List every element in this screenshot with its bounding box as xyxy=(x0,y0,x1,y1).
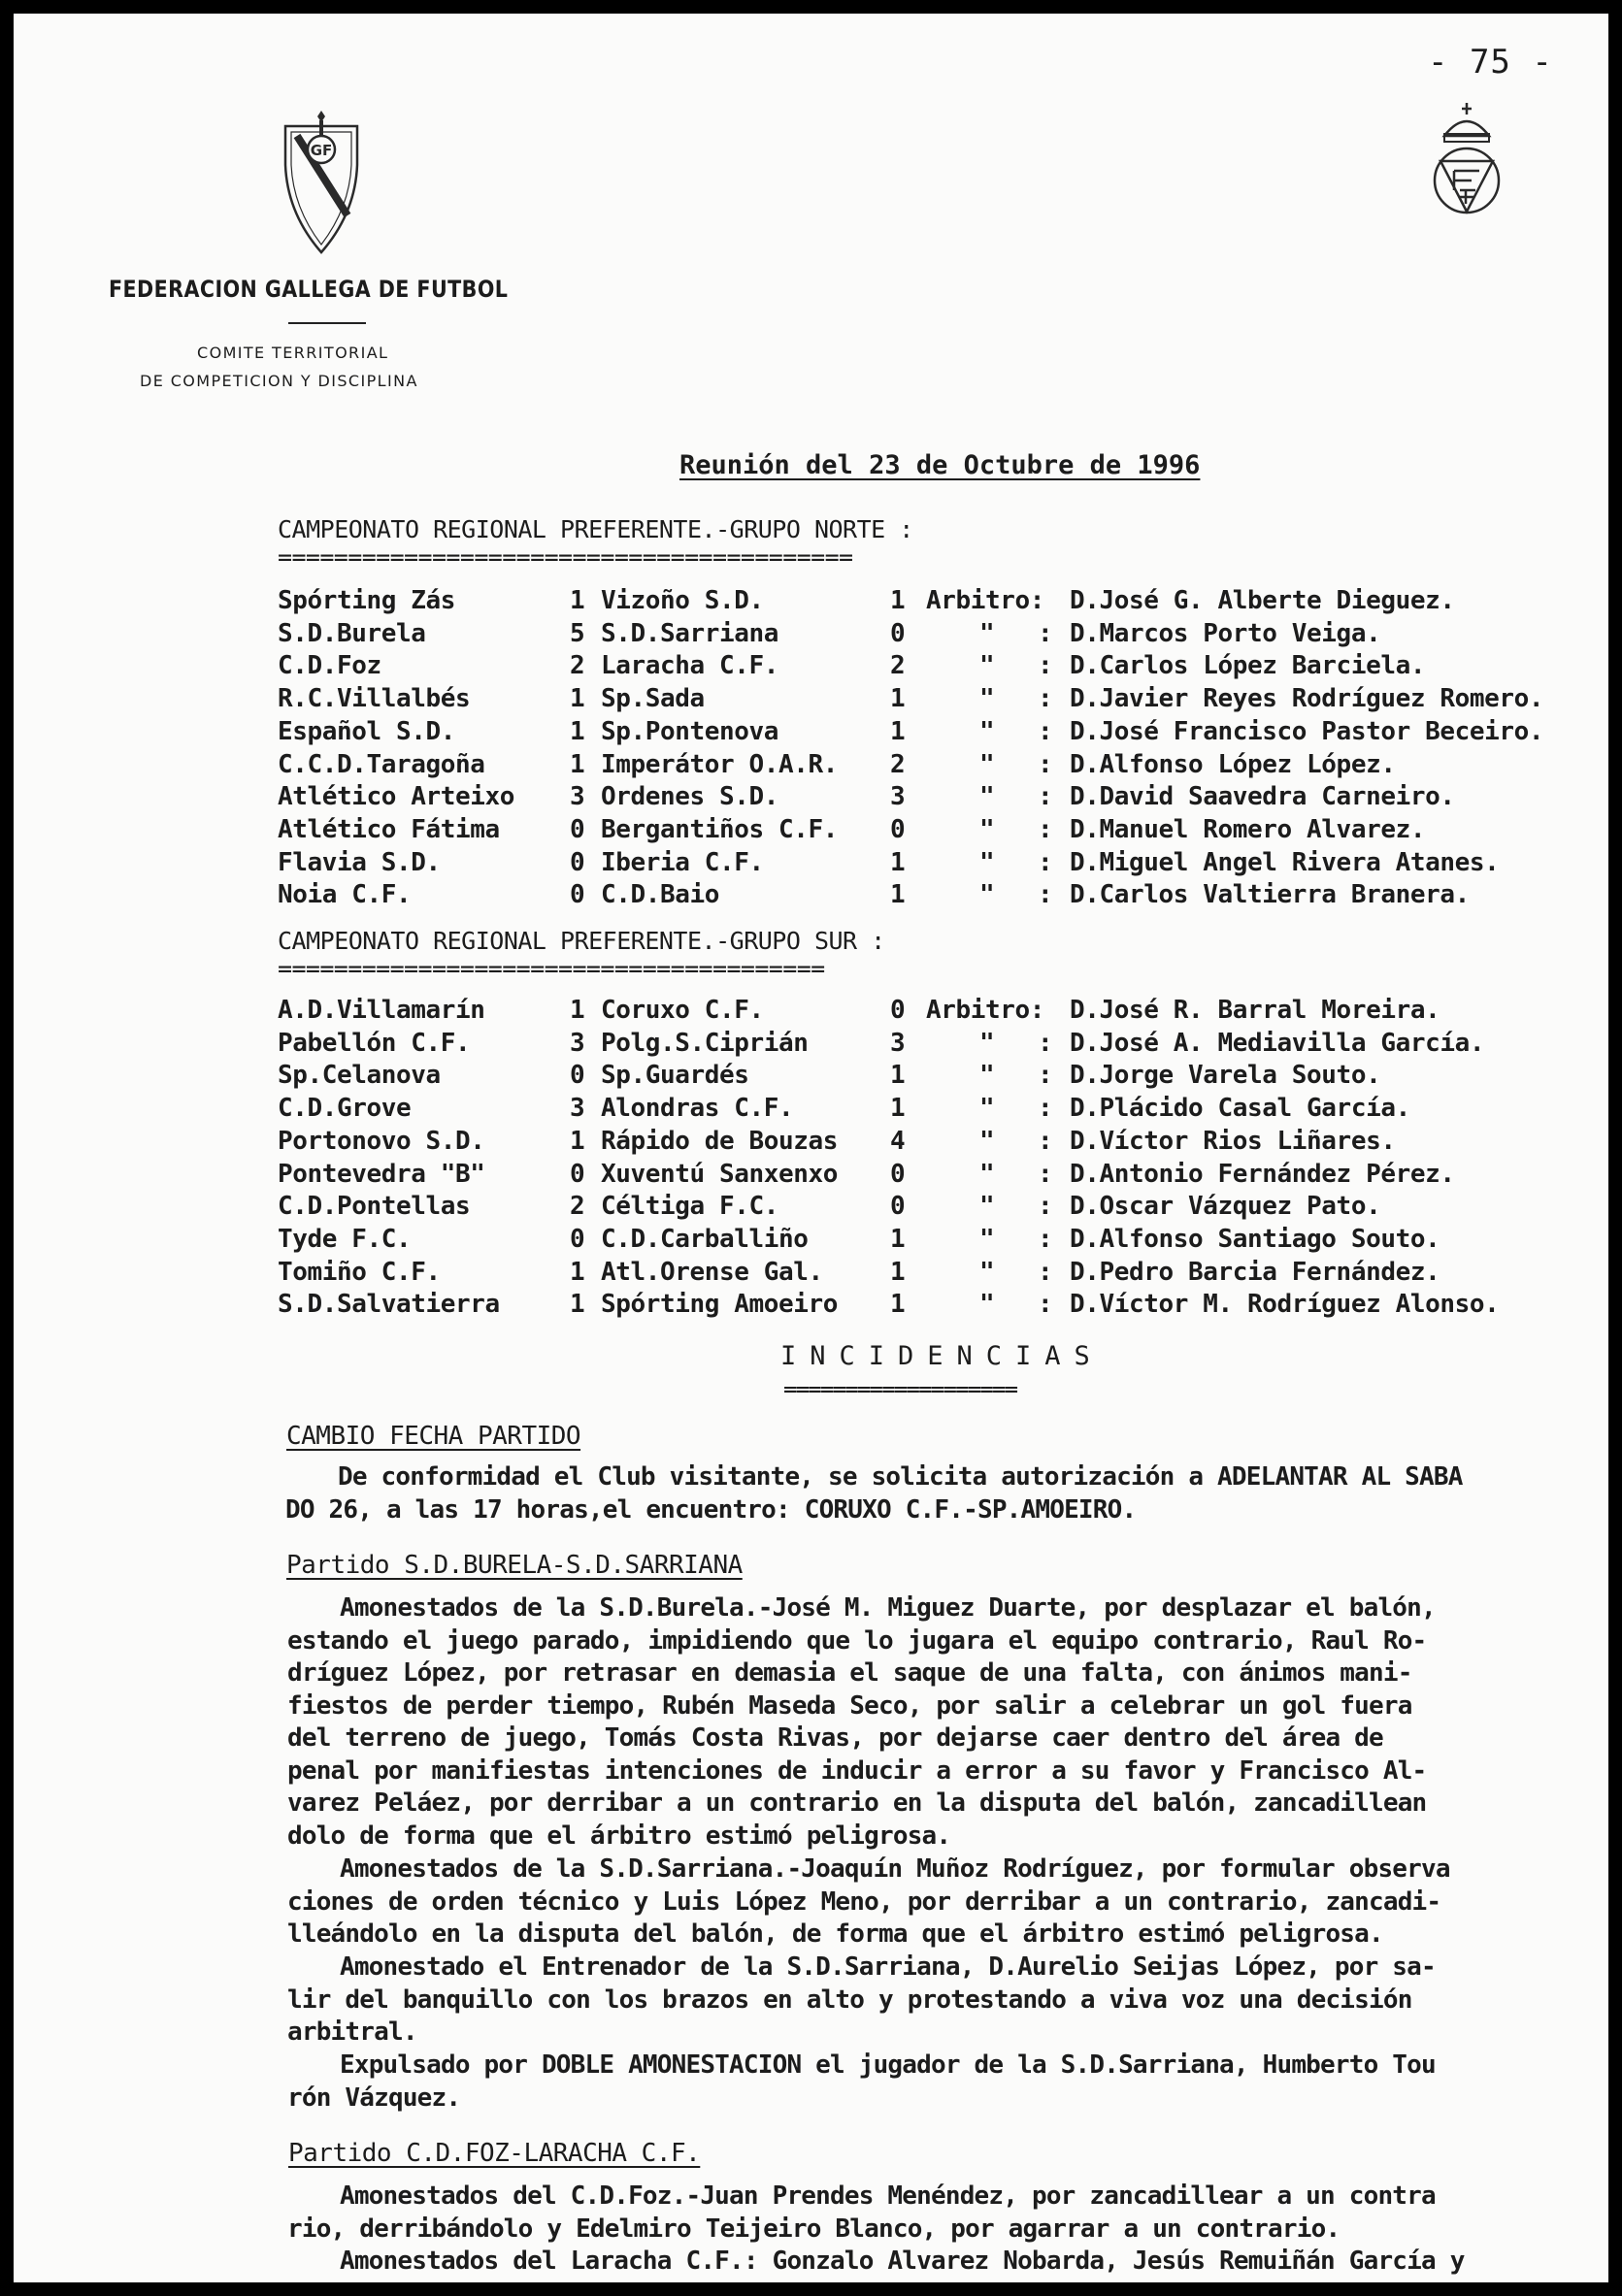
federation-name: FEDERACION GALLEGA DE FUTBOL xyxy=(109,276,509,303)
result-hs: 0 xyxy=(570,814,585,844)
foz-paragraph-1: Amonestados del C.D.Foz.-Juan Prendes Menéndez, por zancadillear a un contra rio, derribándolo y Edelmiro Teijeiro Blanco, por agarrar a un contrario. xyxy=(287,2181,1436,2244)
section-rule-sur: ======================================= xyxy=(278,958,825,979)
result-ref: D.José G. Alberte Dieguez. xyxy=(1070,586,1455,615)
result-ditto: " xyxy=(979,1126,995,1156)
result-home: Spórting Zás xyxy=(278,586,456,615)
cambio-text: De conformidad el Club visitante, se solicita autorización a ADELANTAR AL SABA DO 26, a las 17 horas,el encuentro: CORUXO C.F.-SP.AMOEIRO. xyxy=(285,1462,1463,1525)
result-as: 1 xyxy=(890,1061,906,1091)
result-colon: : xyxy=(1038,1061,1053,1091)
section-heading-sur: CAMPEONATO REGIONAL PREFERENTE.-GRUPO SUR : xyxy=(278,927,885,955)
result-away: Sp.Guardés xyxy=(601,1061,749,1091)
result-as: 3 xyxy=(890,782,906,812)
result-colon: : xyxy=(1038,684,1053,714)
result-away: Sp.Sada xyxy=(601,684,705,714)
result-ditto: " xyxy=(979,1290,995,1320)
result-ref: D.Alfonso Santiago Souto. xyxy=(1070,1224,1440,1254)
result-ref: D.Manuel Romero Alvarez. xyxy=(1070,814,1426,844)
burela-paragraph-3: Amonestado el Entrenador de la S.D.Sarriana, D.Aurelio Seijas López, por sa- lir del banquillo con los brazos en alto y protestando a viva voz una decisión arbitral. xyxy=(287,1952,1436,2047)
result-as: 1 xyxy=(890,684,906,714)
result-away: Laracha C.F. xyxy=(601,651,779,681)
result-colon: : xyxy=(1038,1126,1053,1156)
result-as: 1 xyxy=(890,1094,906,1124)
result-as: 1 xyxy=(890,847,906,877)
result-colon: : xyxy=(1038,782,1053,812)
result-away: Rápido de Bouzas xyxy=(601,1126,839,1156)
result-colon: : xyxy=(1038,1290,1053,1320)
result-ditto: " xyxy=(979,1094,995,1124)
result-colon: : xyxy=(1038,1094,1053,1124)
result-ditto: " xyxy=(979,1192,995,1222)
result-arb: Arbitro: xyxy=(926,996,1045,1025)
result-colon: : xyxy=(1038,814,1053,844)
result-hs: 1 xyxy=(570,996,585,1025)
result-home: Pabellón C.F. xyxy=(278,1028,471,1058)
result-ref: D.Carlos Valtierra Branera. xyxy=(1070,880,1470,910)
result-away: Sp.Pontenova xyxy=(601,716,779,746)
committee-line-1: COMITE TERRITORIAL xyxy=(197,344,389,362)
result-home: Atlético Fátima xyxy=(278,814,500,844)
result-hs: 3 xyxy=(570,1028,585,1058)
result-hs: 1 xyxy=(570,749,585,779)
result-away: Bergantiños C.F. xyxy=(601,814,839,844)
result-hs: 0 xyxy=(570,1159,585,1189)
result-ditto: " xyxy=(979,1224,995,1254)
result-colon: : xyxy=(1038,847,1053,877)
incidencias-title: INCIDENCIAS xyxy=(780,1341,1104,1371)
burela-paragraph-2: Amonestados de la S.D.Sarriana.-Joaquín Muñoz Rodríguez, por formular observa ciones de orden técnico y Luis López Meno, por derribar a un contrario, zancadi- lleándolo en la disputa del balón, de forma que el árbitro estimó peligrosa. xyxy=(287,1854,1450,1949)
result-as: 2 xyxy=(890,749,906,779)
result-arb: Arbitro: xyxy=(926,586,1045,615)
rfef-crest-icon xyxy=(1427,97,1506,217)
result-ref: D.Miguel Angel Rivera Atanes. xyxy=(1070,847,1500,877)
foz-paragraph-2: Amonestados del Laracha C.F.: Gonzalo Alvarez Nobarda, Jesús Remuiñán García y xyxy=(340,2247,1465,2276)
burela-paragraph-1: Amonestados de la S.D.Burela.-José M. Miguez Duarte, por desplazar el balón, estando el juego parado, impidiendo que lo jugara el equipo contrario, Raul Ro- dríguez López, por retrasar en demasia el saque de una falta, con ánimos mani- fiestos de perder tiempo, Rubén Maseda Seco, por salir a celebrar un gol fuera del terreno de juego, Tomás Costa Rivas, por dejarse caer dentro del área de penal por manifiestas intenciones de inducir a error a su favor y Francisco Al- varez Peláez, por derribar a un contrario en la disputa del balón, zancadillean dolo de forma que el árbitro estimó peligrosa. xyxy=(287,1593,1436,1851)
result-ditto: " xyxy=(979,651,995,681)
result-hs: 3 xyxy=(570,1094,585,1124)
document-page xyxy=(14,14,1608,2282)
result-as: 0 xyxy=(890,996,906,1025)
result-hs: 1 xyxy=(570,586,585,615)
result-ref: D.José Francisco Pastor Beceiro. xyxy=(1070,716,1544,746)
result-ref: D.Jorge Varela Souto. xyxy=(1070,1061,1381,1091)
section-rule-norte: ========================================= xyxy=(278,546,853,568)
result-home: C.D.Grove xyxy=(278,1094,412,1124)
result-ref: D.José A. Mediavilla García. xyxy=(1070,1028,1485,1058)
result-ref: D.Plácido Casal García. xyxy=(1070,1094,1410,1124)
result-colon: : xyxy=(1038,880,1053,910)
foz-heading: Partido C.D.FOZ-LARACHA C.F. xyxy=(288,2139,701,2168)
result-home: Flavia S.D. xyxy=(278,847,441,877)
result-ditto: " xyxy=(979,1028,995,1058)
result-home: Tyde F.C. xyxy=(278,1224,412,1254)
result-as: 1 xyxy=(890,716,906,746)
result-away: Vizoño S.D. xyxy=(601,586,764,615)
result-ditto: " xyxy=(979,684,995,714)
result-away: Alondras C.F. xyxy=(601,1094,794,1124)
result-ditto: " xyxy=(979,749,995,779)
result-ditto: " xyxy=(979,847,995,877)
result-hs: 1 xyxy=(570,1126,585,1156)
result-hs: 5 xyxy=(570,618,585,648)
result-away: Coruxo C.F. xyxy=(601,996,764,1025)
result-home: C.D.Foz xyxy=(278,651,381,681)
result-hs: 0 xyxy=(570,847,585,877)
result-hs: 1 xyxy=(570,684,585,714)
result-home: C.D.Pontellas xyxy=(278,1192,471,1222)
result-home: Sp.Celanova xyxy=(278,1061,441,1091)
result-home: A.D.Villamarín xyxy=(278,996,485,1025)
result-colon: : xyxy=(1038,749,1053,779)
result-ref: D.Marcos Porto Veiga. xyxy=(1070,618,1381,648)
result-ref: D.David Saavedra Carneiro. xyxy=(1070,782,1455,812)
burela-heading: Partido S.D.BURELA-S.D.SARRIANA xyxy=(286,1551,743,1580)
result-as: 0 xyxy=(890,814,906,844)
result-away: S.D.Sarriana xyxy=(601,618,779,648)
cambio-heading: CAMBIO FECHA PARTIDO xyxy=(286,1422,581,1451)
result-home: Tomiño C.F. xyxy=(278,1257,441,1287)
result-away: C.D.Carballiño xyxy=(601,1224,809,1254)
result-away: Imperátor O.A.R. xyxy=(601,749,839,779)
result-as: 4 xyxy=(890,1126,906,1156)
result-hs: 2 xyxy=(570,651,585,681)
result-ditto: " xyxy=(979,1061,995,1091)
result-as: 3 xyxy=(890,1028,906,1058)
result-ref: D.Javier Reyes Rodríguez Romero. xyxy=(1070,684,1544,714)
result-ref: D.Alfonso López López. xyxy=(1070,749,1396,779)
result-ref: D.Pedro Barcia Fernández. xyxy=(1070,1257,1440,1287)
result-ref: D.José R. Barral Moreira. xyxy=(1070,996,1440,1025)
result-home: C.C.D.Taragoña xyxy=(278,749,485,779)
result-ditto: " xyxy=(979,618,995,648)
result-as: 0 xyxy=(890,618,906,648)
result-away: Ordenes S.D. xyxy=(601,782,779,812)
page-number: - 75 - xyxy=(1428,43,1553,82)
result-ditto: " xyxy=(979,782,995,812)
meeting-title: Reunión del 23 de Octubre de 1996 xyxy=(679,450,1201,480)
section-heading-norte: CAMPEONATO REGIONAL PREFERENTE.-GRUPO NORTE : xyxy=(278,515,913,543)
result-ref: D.Antonio Fernández Pérez. xyxy=(1070,1159,1455,1189)
result-home: S.D.Salvatierra xyxy=(278,1290,500,1320)
result-as: 1 xyxy=(890,1257,906,1287)
result-ditto: " xyxy=(979,1257,995,1287)
result-colon: : xyxy=(1038,1159,1053,1189)
result-colon: : xyxy=(1038,1224,1053,1254)
result-colon: : xyxy=(1038,618,1053,648)
result-home: Noia C.F. xyxy=(278,880,412,910)
result-hs: 0 xyxy=(570,1224,585,1254)
federation-shield-icon xyxy=(278,107,365,257)
result-away: Atl.Orense Gal. xyxy=(601,1257,823,1287)
result-hs: 1 xyxy=(570,716,585,746)
svg-text:GF: GF xyxy=(310,142,333,159)
result-hs: 1 xyxy=(570,1257,585,1287)
result-away: Polg.S.Ciprián xyxy=(601,1028,809,1058)
result-home: Pontevedra "B" xyxy=(278,1159,485,1189)
result-hs: 0 xyxy=(570,880,585,910)
result-as: 0 xyxy=(890,1159,906,1189)
result-as: 1 xyxy=(890,1290,906,1320)
result-as: 2 xyxy=(890,651,906,681)
result-ref: D.Carlos López Barciela. xyxy=(1070,651,1426,681)
result-home: S.D.Burela xyxy=(278,618,426,648)
result-ref: D.Víctor M. Rodríguez Alonso. xyxy=(1070,1290,1500,1320)
burela-paragraph-4: Expulsado por DOBLE AMONESTACION el jugador de la S.D.Sarriana, Humberto Tou rón Vázquez. xyxy=(287,2050,1436,2113)
result-ref: D.Oscar Vázquez Pato. xyxy=(1070,1192,1381,1222)
result-colon: : xyxy=(1038,651,1053,681)
header-divider xyxy=(288,322,366,324)
result-ditto: " xyxy=(979,880,995,910)
result-away: Spórting Amoeiro xyxy=(601,1290,839,1320)
result-home: Español S.D. xyxy=(278,716,456,746)
result-hs: 2 xyxy=(570,1192,585,1222)
result-ditto: " xyxy=(979,1159,995,1189)
result-hs: 0 xyxy=(570,1061,585,1091)
result-home: R.C.Villalbés xyxy=(278,684,471,714)
result-colon: : xyxy=(1038,1028,1053,1058)
result-as: 1 xyxy=(890,1224,906,1254)
result-as: 0 xyxy=(890,1192,906,1222)
result-colon: : xyxy=(1038,716,1053,746)
incidencias-rule: =================== xyxy=(783,1379,1017,1399)
result-away: Xuventú Sanxenxo xyxy=(601,1159,839,1189)
result-away: Céltiga F.C. xyxy=(601,1192,779,1222)
result-as: 1 xyxy=(890,880,906,910)
result-ditto: " xyxy=(979,814,995,844)
result-away: C.D.Baio xyxy=(601,880,720,910)
result-home: Portonovo S.D. xyxy=(278,1126,485,1156)
result-ref: D.Víctor Rios Liñares. xyxy=(1070,1126,1396,1156)
result-home: Atlético Arteixo xyxy=(278,782,515,812)
result-ditto: " xyxy=(979,716,995,746)
result-hs: 3 xyxy=(570,782,585,812)
result-colon: : xyxy=(1038,1192,1053,1222)
result-away: Iberia C.F. xyxy=(601,847,764,877)
result-colon: : xyxy=(1038,1257,1053,1287)
result-hs: 1 xyxy=(570,1290,585,1320)
result-as: 1 xyxy=(890,586,906,615)
committee-line-2: DE COMPETICION Y DISCIPLINA xyxy=(140,372,418,390)
